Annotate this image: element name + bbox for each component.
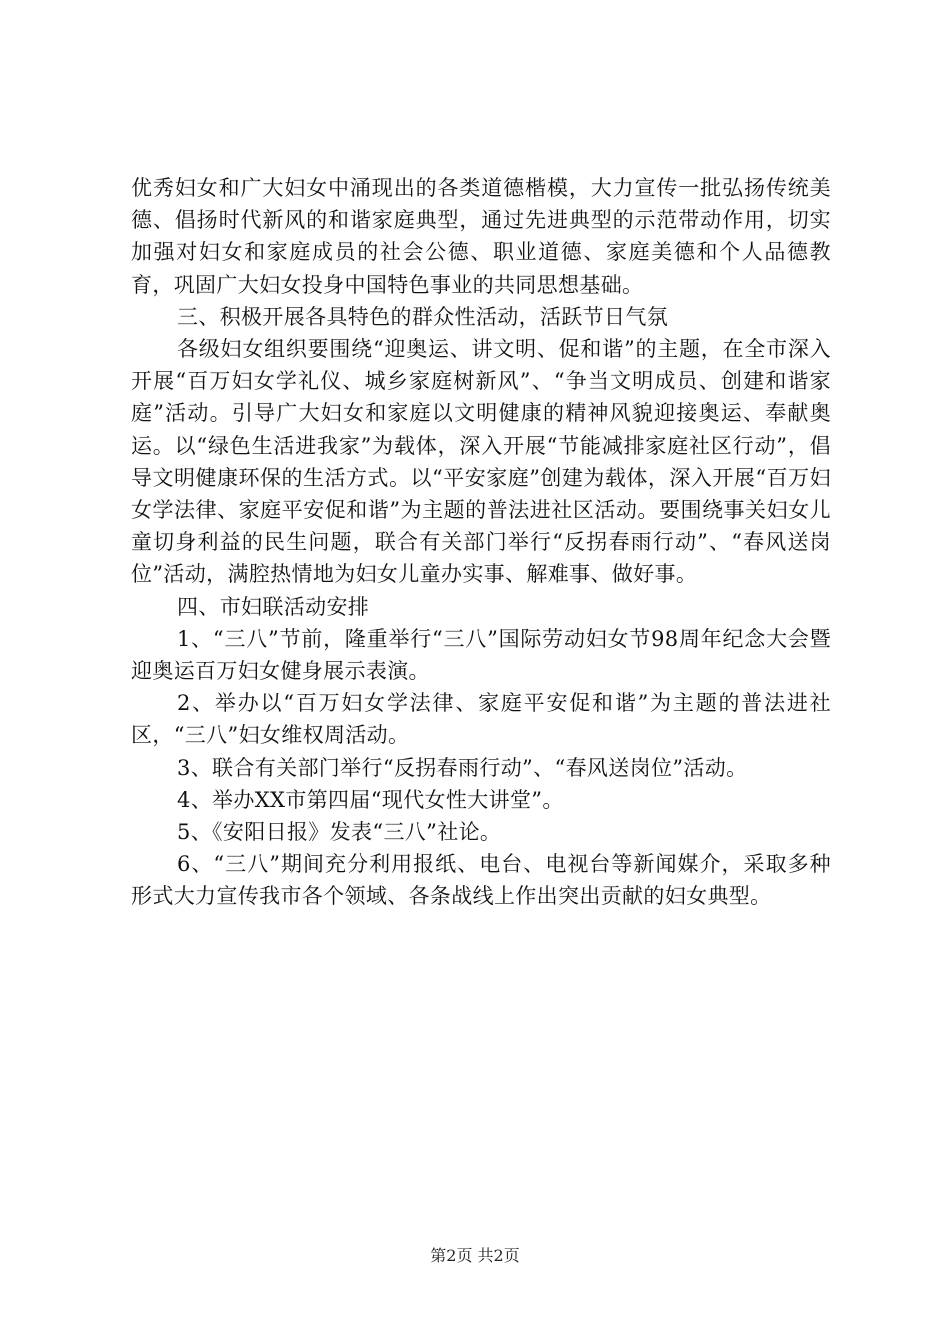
section-heading-3: 三、积极开展各具特色的群众性活动，活跃节日气氛 bbox=[177, 304, 669, 329]
list-item-5: 5、《安阳日报》发表“三八”社论。 bbox=[177, 820, 502, 845]
paragraph-activities: 各级妇女组织要围绕“迎奥运、讲文明、促和谐”的主题，在全市深入开展“百万妇女学礼仪、城乡家庭树新风”、“争当文明成员、创建和谐家庭”活动。引导广大妇女和家庭以文明健康的精神风貌迎接奥运、奉献奥运。以“绿色生活进我家”为载体，深入开展“节能减排家庭社区行动”，倡导文明健康环保的生活方式。以“平安家庭”创建为载体，深入开展“百万妇女学法律、家庭平安促和谐”为主题的普法进社区活动。要围绕事关妇女儿童切身利益的民生问题，联合有关部门举行“反拐春雨行动”、“春风送岗位”活动，满腔热情地为妇女儿童办实事、解难事、做好事。 bbox=[131, 337, 831, 587]
document-body bbox=[131, 172, 831, 913]
list-item-6: 6、“三八”期间充分利用报纸、电台、电视台等新闻媒介，采取多种形式大力宣传我市各个领域、各条战线上作出突出贡献的妇女典型。 bbox=[131, 852, 831, 909]
paragraph-continuation: 优秀妇女和广大妇女中涌现出的各类道德楷模，大力宣传一批弘扬传统美德、倡扬时代新风的和谐家庭典型，通过先进典型的示范带动作用，切实加强对妇女和家庭成员的社会公德、职业道德、家庭美德和个人品德教育，巩固广大妇女投身中国特色事业的共同思想基础。 bbox=[131, 176, 831, 297]
page-number-footer: 第2页 共2页 bbox=[430, 1246, 520, 1265]
list-item-3: 3、联合有关部门举行“反拐春雨行动”、“春风送岗位”活动。 bbox=[177, 755, 748, 780]
list-item-2: 2、举办以“百万妇女学法律、家庭平安促和谐”为主题的普法进社区，“三八”妇女维权周活动。 bbox=[131, 691, 831, 748]
list-item-4: 4、举办XX市第四届“现代女性大讲堂”。 bbox=[177, 787, 564, 812]
list-item-1: 1、“三八”节前，隆重举行“三八”国际劳动妇女节98周年纪念大会暨迎奥运百万妇女健身展示表演。 bbox=[131, 626, 831, 684]
section-heading-4: 四、市妇联活动安排 bbox=[177, 594, 370, 619]
